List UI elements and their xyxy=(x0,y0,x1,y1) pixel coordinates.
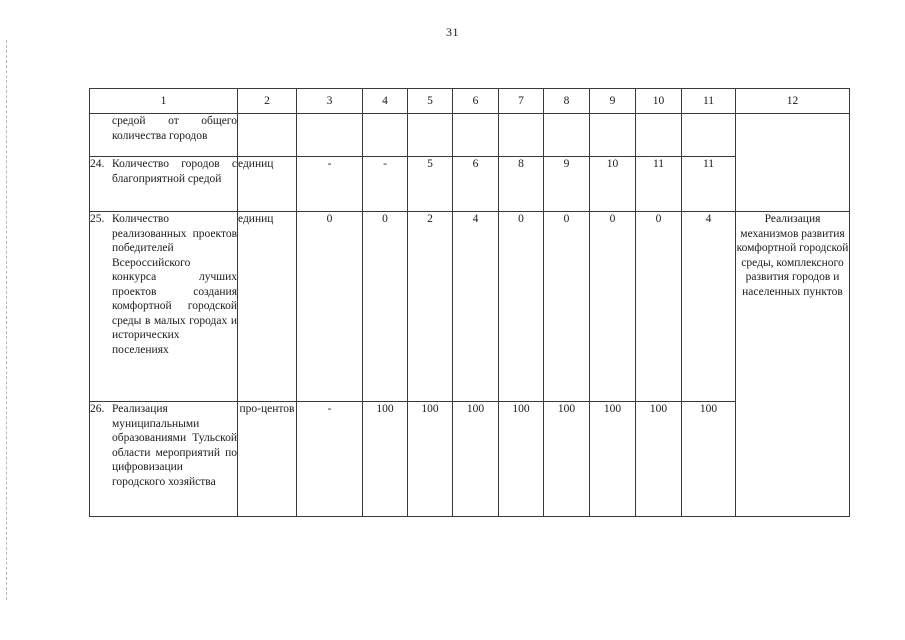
value-cell: 0 xyxy=(544,212,590,402)
row-text: Количество городов с благоприятной средой xyxy=(112,158,237,185)
value-cell: 5 xyxy=(408,157,453,212)
value-cell: 100 xyxy=(682,402,736,517)
value-cell: 100 xyxy=(363,402,408,517)
header-cell-7: 7 xyxy=(499,89,544,114)
header-cell-12: 12 xyxy=(736,89,850,114)
value-cell: 4 xyxy=(682,212,736,402)
value-cell: 4 xyxy=(453,212,499,402)
header-cell-5: 5 xyxy=(408,89,453,114)
value-cell xyxy=(590,114,636,157)
header-cell-10: 10 xyxy=(636,89,682,114)
header-cell-4: 4 xyxy=(363,89,408,114)
value-cell: - xyxy=(297,157,363,212)
row-unit: единиц xyxy=(238,212,297,402)
indicators-table xyxy=(89,88,850,517)
header-cell-9: 9 xyxy=(590,89,636,114)
value-cell: 0 xyxy=(636,212,682,402)
row-text: средой от общего количества городов xyxy=(112,115,237,142)
header-cell-2: 2 xyxy=(238,89,297,114)
table-row xyxy=(90,114,850,157)
value-cell: - xyxy=(297,402,363,517)
scan-edge-line xyxy=(6,40,7,600)
row-text: Количество реализованных проектов победителей Всероссийского конкурса лучших проектов создания комфортной городской среды в малых городах и исторических поселениях xyxy=(112,213,237,356)
indicator-description xyxy=(90,114,238,157)
row-index xyxy=(90,114,112,143)
value-cell xyxy=(408,114,453,157)
value-cell: - xyxy=(363,157,408,212)
indicator-description xyxy=(90,212,238,402)
row-text: Реализация муниципальными образованиями Тульской области мероприятий по цифровизации городского хозяйства xyxy=(112,403,237,488)
row-index: 26. xyxy=(90,403,105,415)
value-cell: 11 xyxy=(682,157,736,212)
value-cell: 0 xyxy=(363,212,408,402)
value-cell: 2 xyxy=(408,212,453,402)
table-header-row xyxy=(90,89,850,114)
row-unit: единиц xyxy=(238,157,297,212)
value-cell: 9 xyxy=(544,157,590,212)
indicator-description xyxy=(90,157,238,212)
page-number: 31 xyxy=(446,25,459,39)
value-cell: 100 xyxy=(499,402,544,517)
row-unit xyxy=(238,114,297,157)
value-cell: 11 xyxy=(636,157,682,212)
row-unit: про-центов xyxy=(238,402,297,517)
value-cell: 0 xyxy=(499,212,544,402)
table-row xyxy=(90,212,850,402)
header-cell-3: 3 xyxy=(297,89,363,114)
value-cell: 100 xyxy=(408,402,453,517)
value-cell: 8 xyxy=(499,157,544,212)
header-cell-1: 1 xyxy=(90,89,238,114)
value-cell: 6 xyxy=(453,157,499,212)
value-cell xyxy=(499,114,544,157)
value-cell: 100 xyxy=(453,402,499,517)
note-cell-empty xyxy=(736,114,850,212)
implementation-note: Реализация механизмов развития комфортной городской среды, комплексного развития городов и населенных пунктов xyxy=(736,212,850,517)
value-cell: 100 xyxy=(544,402,590,517)
value-cell xyxy=(297,114,363,157)
header-cell-8: 8 xyxy=(544,89,590,114)
row-index: 25. xyxy=(90,213,105,225)
value-cell xyxy=(682,114,736,157)
value-cell: 0 xyxy=(297,212,363,402)
value-cell xyxy=(636,114,682,157)
indicator-description xyxy=(90,402,238,517)
value-cell: 0 xyxy=(590,212,636,402)
row-index: 24. xyxy=(90,158,105,170)
header-cell-11: 11 xyxy=(682,89,736,114)
value-cell: 100 xyxy=(636,402,682,517)
value-cell: 100 xyxy=(590,402,636,517)
value-cell: 10 xyxy=(590,157,636,212)
header-cell-6: 6 xyxy=(453,89,499,114)
value-cell xyxy=(453,114,499,157)
value-cell xyxy=(363,114,408,157)
value-cell xyxy=(544,114,590,157)
